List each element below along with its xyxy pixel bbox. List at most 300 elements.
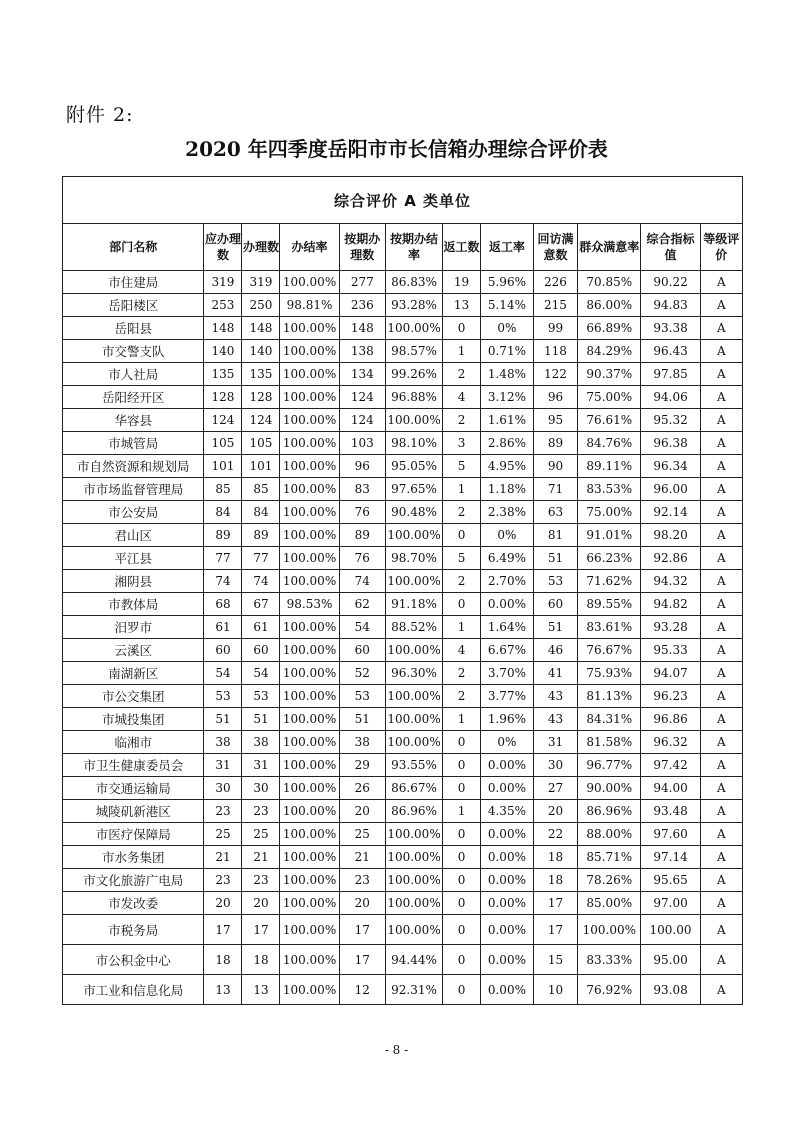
cell-satisfaction-rate: 90.37% [578, 363, 641, 386]
cell-rework-rate: 1.48% [481, 363, 534, 386]
cell-should-handle: 23 [204, 800, 242, 823]
table-row [63, 409, 743, 432]
cell-satisfied-count: 17 [533, 915, 577, 945]
cell-grade: A [700, 409, 742, 432]
cell-should-handle: 13 [204, 975, 242, 1005]
table-row [63, 455, 743, 478]
cell-composite-index: 93.28 [641, 616, 700, 639]
cell-composite-index: 90.22 [641, 271, 700, 294]
header-rework-count: 返工数 [443, 224, 481, 271]
cell-rework-count: 1 [443, 616, 481, 639]
cell-handled: 101 [242, 455, 280, 478]
cell-composite-index: 92.14 [641, 501, 700, 524]
cell-should-handle: 53 [204, 685, 242, 708]
cell-composite-index: 93.38 [641, 317, 700, 340]
cell-grade: A [700, 317, 742, 340]
cell-completion-rate: 100.00% [280, 915, 339, 945]
cell-composite-index: 95.65 [641, 869, 700, 892]
table-row [63, 639, 743, 662]
cell-satisfaction-rate: 75.00% [578, 501, 641, 524]
cell-satisfied-count: 18 [533, 869, 577, 892]
header-satisfaction-rate: 群众满意率 [578, 224, 641, 271]
cell-satisfaction-rate: 76.67% [578, 639, 641, 662]
cell-should-handle: 23 [204, 869, 242, 892]
table-row [63, 685, 743, 708]
cell-on-time-rate: 90.48% [386, 501, 443, 524]
cell-dept-name: 市公交集团 [63, 685, 204, 708]
cell-on-time-count: 60 [339, 639, 385, 662]
cell-composite-index: 94.00 [641, 777, 700, 800]
cell-should-handle: 253 [204, 294, 242, 317]
cell-rework-rate: 0.00% [481, 823, 534, 846]
cell-on-time-rate: 100.00% [386, 869, 443, 892]
cell-composite-index: 96.38 [641, 432, 700, 455]
cell-handled: 17 [242, 915, 280, 945]
cell-completion-rate: 100.00% [280, 317, 339, 340]
cell-handled: 140 [242, 340, 280, 363]
cell-should-handle: 101 [204, 455, 242, 478]
cell-dept-name: 市发改委 [63, 892, 204, 915]
cell-on-time-count: 76 [339, 547, 385, 570]
cell-completion-rate: 100.00% [280, 616, 339, 639]
cell-completion-rate: 100.00% [280, 846, 339, 869]
cell-composite-index: 96.86 [641, 708, 700, 731]
cell-composite-index: 95.33 [641, 639, 700, 662]
table-row [63, 800, 743, 823]
cell-satisfied-count: 99 [533, 317, 577, 340]
cell-dept-name: 市交通运输局 [63, 777, 204, 800]
cell-dept-name: 市市场监督管理局 [63, 478, 204, 501]
cell-on-time-count: 12 [339, 975, 385, 1005]
cell-satisfaction-rate: 81.58% [578, 731, 641, 754]
cell-rework-rate: 6.49% [481, 547, 534, 570]
table-row [63, 363, 743, 386]
cell-satisfied-count: 89 [533, 432, 577, 455]
cell-dept-name: 市公积金中心 [63, 945, 204, 975]
cell-grade: A [700, 501, 742, 524]
cell-rework-count: 4 [443, 386, 481, 409]
cell-on-time-count: 53 [339, 685, 385, 708]
cell-should-handle: 18 [204, 945, 242, 975]
cell-rework-count: 0 [443, 846, 481, 869]
cell-handled: 51 [242, 708, 280, 731]
cell-dept-name: 岳阳楼区 [63, 294, 204, 317]
cell-should-handle: 124 [204, 409, 242, 432]
cell-on-time-rate: 98.70% [386, 547, 443, 570]
cell-grade: A [700, 823, 742, 846]
cell-should-handle: 60 [204, 639, 242, 662]
cell-rework-count: 0 [443, 524, 481, 547]
cell-rework-rate: 3.77% [481, 685, 534, 708]
header-row [63, 224, 743, 271]
cell-rework-count: 1 [443, 340, 481, 363]
cell-handled: 61 [242, 616, 280, 639]
cell-rework-count: 0 [443, 869, 481, 892]
cell-handled: 38 [242, 731, 280, 754]
cell-should-handle: 30 [204, 777, 242, 800]
cell-on-time-count: 74 [339, 570, 385, 593]
cell-composite-index: 93.08 [641, 975, 700, 1005]
cell-grade: A [700, 547, 742, 570]
cell-satisfaction-rate: 88.00% [578, 823, 641, 846]
cell-on-time-rate: 86.83% [386, 271, 443, 294]
cell-completion-rate: 100.00% [280, 455, 339, 478]
cell-composite-index: 94.82 [641, 593, 700, 616]
table-row [63, 708, 743, 731]
cell-rework-count: 2 [443, 363, 481, 386]
cell-should-handle: 20 [204, 892, 242, 915]
cell-rework-rate: 3.12% [481, 386, 534, 409]
cell-handled: 124 [242, 409, 280, 432]
cell-rework-rate: 0.00% [481, 892, 534, 915]
cell-on-time-rate: 93.55% [386, 754, 443, 777]
cell-on-time-rate: 100.00% [386, 524, 443, 547]
cell-satisfaction-rate: 75.93% [578, 662, 641, 685]
cell-on-time-count: 62 [339, 593, 385, 616]
cell-satisfied-count: 46 [533, 639, 577, 662]
cell-dept-name: 华容县 [63, 409, 204, 432]
cell-grade: A [700, 754, 742, 777]
cell-handled: 89 [242, 524, 280, 547]
cell-dept-name: 市城投集团 [63, 708, 204, 731]
cell-on-time-count: 20 [339, 800, 385, 823]
cell-rework-rate: 0% [481, 317, 534, 340]
cell-satisfied-count: 51 [533, 616, 577, 639]
cell-grade: A [700, 639, 742, 662]
cell-satisfied-count: 22 [533, 823, 577, 846]
cell-grade: A [700, 593, 742, 616]
table-row [63, 271, 743, 294]
cell-completion-rate: 100.00% [280, 708, 339, 731]
cell-on-time-count: 25 [339, 823, 385, 846]
cell-grade: A [700, 731, 742, 754]
cell-satisfaction-rate: 86.96% [578, 800, 641, 823]
header-rework-rate: 返工率 [481, 224, 534, 271]
cell-rework-count: 0 [443, 975, 481, 1005]
table-row [63, 892, 743, 915]
cell-satisfaction-rate: 70.85% [578, 271, 641, 294]
cell-grade: A [700, 869, 742, 892]
cell-rework-rate: 4.95% [481, 455, 534, 478]
cell-satisfied-count: 31 [533, 731, 577, 754]
cell-satisfaction-rate: 78.26% [578, 869, 641, 892]
cell-grade: A [700, 892, 742, 915]
cell-should-handle: 17 [204, 915, 242, 945]
cell-on-time-rate: 92.31% [386, 975, 443, 1005]
cell-rework-count: 0 [443, 731, 481, 754]
cell-completion-rate: 100.00% [280, 639, 339, 662]
cell-composite-index: 97.60 [641, 823, 700, 846]
cell-completion-rate: 100.00% [280, 869, 339, 892]
cell-completion-rate: 98.81% [280, 294, 339, 317]
table-row [63, 432, 743, 455]
cell-on-time-rate: 86.96% [386, 800, 443, 823]
cell-rework-rate: 0.00% [481, 945, 534, 975]
cell-handled: 23 [242, 800, 280, 823]
cell-satisfaction-rate: 66.89% [578, 317, 641, 340]
cell-satisfaction-rate: 90.00% [578, 777, 641, 800]
cell-on-time-rate: 95.05% [386, 455, 443, 478]
cell-dept-name: 市人社局 [63, 363, 204, 386]
cell-on-time-rate: 86.67% [386, 777, 443, 800]
cell-rework-count: 2 [443, 409, 481, 432]
cell-satisfaction-rate: 83.61% [578, 616, 641, 639]
cell-dept-name: 市交警支队 [63, 340, 204, 363]
cell-rework-count: 13 [443, 294, 481, 317]
cell-completion-rate: 100.00% [280, 478, 339, 501]
cell-should-handle: 148 [204, 317, 242, 340]
cell-rework-count: 2 [443, 685, 481, 708]
cell-composite-index: 98.20 [641, 524, 700, 547]
cell-satisfied-count: 43 [533, 708, 577, 731]
table-row [63, 501, 743, 524]
cell-dept-name: 南湖新区 [63, 662, 204, 685]
cell-rework-count: 0 [443, 945, 481, 975]
cell-grade: A [700, 915, 742, 945]
section-title: 综合评价 A 类单位 [63, 177, 743, 224]
cell-rework-rate: 1.96% [481, 708, 534, 731]
cell-should-handle: 21 [204, 846, 242, 869]
cell-rework-rate: 0.00% [481, 846, 534, 869]
cell-handled: 77 [242, 547, 280, 570]
cell-satisfaction-rate: 75.00% [578, 386, 641, 409]
cell-satisfied-count: 10 [533, 975, 577, 1005]
cell-should-handle: 51 [204, 708, 242, 731]
cell-on-time-rate: 100.00% [386, 892, 443, 915]
cell-grade: A [700, 685, 742, 708]
cell-composite-index: 96.43 [641, 340, 700, 363]
cell-on-time-rate: 99.26% [386, 363, 443, 386]
cell-on-time-rate: 96.30% [386, 662, 443, 685]
cell-composite-index: 96.23 [641, 685, 700, 708]
table-row [63, 731, 743, 754]
cell-satisfied-count: 122 [533, 363, 577, 386]
cell-satisfied-count: 18 [533, 846, 577, 869]
page-number: - 8 - [384, 1043, 409, 1057]
cell-on-time-count: 38 [339, 731, 385, 754]
cell-on-time-rate: 100.00% [386, 317, 443, 340]
table-row [63, 869, 743, 892]
cell-completion-rate: 100.00% [280, 386, 339, 409]
cell-dept-name: 云溪区 [63, 639, 204, 662]
cell-rework-rate: 0.00% [481, 593, 534, 616]
cell-satisfaction-rate: 84.76% [578, 432, 641, 455]
table-row [63, 317, 743, 340]
cell-on-time-count: 26 [339, 777, 385, 800]
cell-handled: 74 [242, 570, 280, 593]
cell-completion-rate: 100.00% [280, 800, 339, 823]
cell-composite-index: 96.00 [641, 478, 700, 501]
cell-handled: 21 [242, 846, 280, 869]
cell-grade: A [700, 975, 742, 1005]
cell-satisfaction-rate: 96.77% [578, 754, 641, 777]
cell-completion-rate: 100.00% [280, 501, 339, 524]
cell-completion-rate: 100.00% [280, 547, 339, 570]
cell-grade: A [700, 524, 742, 547]
cell-composite-index: 94.83 [641, 294, 700, 317]
cell-composite-index: 96.32 [641, 731, 700, 754]
cell-satisfaction-rate: 71.62% [578, 570, 641, 593]
cell-completion-rate: 100.00% [280, 685, 339, 708]
cell-satisfaction-rate: 76.92% [578, 975, 641, 1005]
cell-rework-count: 19 [443, 271, 481, 294]
cell-dept-name: 汨罗市 [63, 616, 204, 639]
table-row [63, 593, 743, 616]
cell-rework-count: 0 [443, 892, 481, 915]
cell-satisfied-count: 118 [533, 340, 577, 363]
cell-satisfaction-rate: 81.13% [578, 685, 641, 708]
cell-completion-rate: 100.00% [280, 662, 339, 685]
header-completion-rate: 办结率 [280, 224, 339, 271]
table-row [63, 777, 743, 800]
evaluation-table [62, 176, 743, 1005]
cell-rework-rate: 2.70% [481, 570, 534, 593]
cell-satisfied-count: 53 [533, 570, 577, 593]
cell-grade: A [700, 271, 742, 294]
cell-satisfied-count: 51 [533, 547, 577, 570]
cell-satisfied-count: 17 [533, 892, 577, 915]
cell-completion-rate: 100.00% [280, 975, 339, 1005]
cell-satisfied-count: 215 [533, 294, 577, 317]
cell-dept-name: 市文化旅游广电局 [63, 869, 204, 892]
cell-handled: 60 [242, 639, 280, 662]
cell-rework-rate: 1.64% [481, 616, 534, 639]
cell-rework-rate: 4.35% [481, 800, 534, 823]
cell-completion-rate: 98.53% [280, 593, 339, 616]
cell-grade: A [700, 363, 742, 386]
cell-on-time-rate: 98.10% [386, 432, 443, 455]
cell-satisfied-count: 95 [533, 409, 577, 432]
cell-on-time-rate: 100.00% [386, 570, 443, 593]
cell-rework-count: 3 [443, 432, 481, 455]
cell-handled: 84 [242, 501, 280, 524]
cell-rework-rate: 0.00% [481, 754, 534, 777]
cell-dept-name: 湘阴县 [63, 570, 204, 593]
table-row [63, 570, 743, 593]
cell-handled: 20 [242, 892, 280, 915]
cell-completion-rate: 100.00% [280, 363, 339, 386]
cell-on-time-count: 103 [339, 432, 385, 455]
cell-satisfaction-rate: 89.55% [578, 593, 641, 616]
table-row [63, 945, 743, 975]
cell-on-time-rate: 88.52% [386, 616, 443, 639]
cell-satisfied-count: 27 [533, 777, 577, 800]
table-row [63, 662, 743, 685]
cell-completion-rate: 100.00% [280, 271, 339, 294]
cell-should-handle: 128 [204, 386, 242, 409]
cell-on-time-count: 20 [339, 892, 385, 915]
header-satisfied-count: 回访满意数 [533, 224, 577, 271]
cell-dept-name: 市自然资源和规划局 [63, 455, 204, 478]
cell-rework-count: 0 [443, 593, 481, 616]
cell-completion-rate: 100.00% [280, 570, 339, 593]
cell-satisfied-count: 30 [533, 754, 577, 777]
cell-completion-rate: 100.00% [280, 524, 339, 547]
cell-rework-count: 2 [443, 662, 481, 685]
cell-should-handle: 105 [204, 432, 242, 455]
cell-satisfaction-rate: 85.00% [578, 892, 641, 915]
cell-composite-index: 97.42 [641, 754, 700, 777]
cell-on-time-rate: 97.65% [386, 478, 443, 501]
cell-handled: 23 [242, 869, 280, 892]
cell-grade: A [700, 294, 742, 317]
cell-rework-rate: 0% [481, 524, 534, 547]
table-row [63, 754, 743, 777]
cell-composite-index: 96.34 [641, 455, 700, 478]
cell-grade: A [700, 945, 742, 975]
table-row [63, 547, 743, 570]
cell-satisfaction-rate: 84.29% [578, 340, 641, 363]
table-row [63, 386, 743, 409]
cell-composite-index: 94.07 [641, 662, 700, 685]
cell-should-handle: 68 [204, 593, 242, 616]
cell-dept-name: 城陵矶新港区 [63, 800, 204, 823]
cell-on-time-rate: 100.00% [386, 685, 443, 708]
cell-composite-index: 100.00 [641, 915, 700, 945]
cell-on-time-rate: 100.00% [386, 846, 443, 869]
table-row [63, 524, 743, 547]
cell-handled: 85 [242, 478, 280, 501]
table-row [63, 294, 743, 317]
cell-rework-count: 0 [443, 317, 481, 340]
cell-rework-rate: 2.86% [481, 432, 534, 455]
cell-rework-rate: 0.00% [481, 869, 534, 892]
header-dept-name: 部门名称 [63, 224, 204, 271]
cell-handled: 31 [242, 754, 280, 777]
cell-grade: A [700, 616, 742, 639]
cell-dept-name: 平江县 [63, 547, 204, 570]
header-composite-index: 综合指标值 [641, 224, 700, 271]
cell-satisfied-count: 96 [533, 386, 577, 409]
cell-on-time-rate: 100.00% [386, 731, 443, 754]
cell-on-time-rate: 96.88% [386, 386, 443, 409]
page-title: 2020 年四季度岳阳市市长信箱办理综合评价表 [185, 137, 608, 161]
cell-on-time-count: 89 [339, 524, 385, 547]
cell-handled: 135 [242, 363, 280, 386]
cell-dept-name: 市税务局 [63, 915, 204, 945]
cell-satisfied-count: 71 [533, 478, 577, 501]
cell-handled: 319 [242, 271, 280, 294]
cell-rework-rate: 0.00% [481, 915, 534, 945]
cell-grade: A [700, 570, 742, 593]
cell-on-time-rate: 98.57% [386, 340, 443, 363]
cell-should-handle: 61 [204, 616, 242, 639]
cell-should-handle: 319 [204, 271, 242, 294]
cell-rework-rate: 2.38% [481, 501, 534, 524]
cell-dept-name: 市住建局 [63, 271, 204, 294]
cell-satisfaction-rate: 84.31% [578, 708, 641, 731]
cell-handled: 30 [242, 777, 280, 800]
cell-on-time-count: 54 [339, 616, 385, 639]
cell-on-time-rate: 100.00% [386, 708, 443, 731]
table-row [63, 616, 743, 639]
table-row [63, 975, 743, 1005]
cell-rework-count: 5 [443, 455, 481, 478]
cell-composite-index: 97.85 [641, 363, 700, 386]
cell-satisfied-count: 60 [533, 593, 577, 616]
cell-satisfied-count: 41 [533, 662, 577, 685]
cell-grade: A [700, 662, 742, 685]
cell-rework-rate: 1.18% [481, 478, 534, 501]
cell-dept-name: 市工业和信息化局 [63, 975, 204, 1005]
cell-composite-index: 97.00 [641, 892, 700, 915]
cell-grade: A [700, 708, 742, 731]
cell-rework-count: 1 [443, 478, 481, 501]
cell-satisfied-count: 20 [533, 800, 577, 823]
cell-composite-index: 95.32 [641, 409, 700, 432]
cell-satisfied-count: 226 [533, 271, 577, 294]
header-on-time-rate: 按期办结率 [386, 224, 443, 271]
